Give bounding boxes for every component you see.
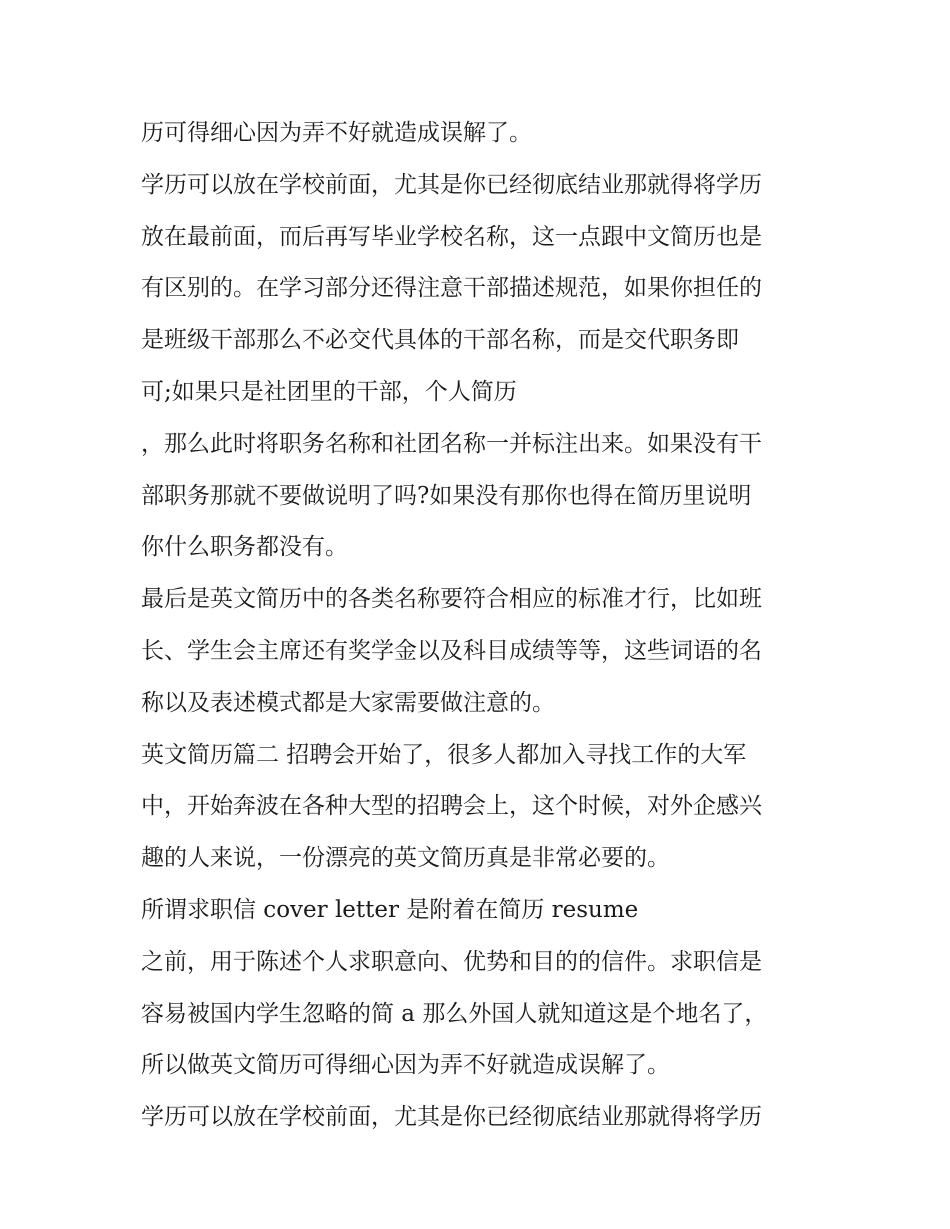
text-line: 放在最前面，而后再写毕业学校名称，这一点跟中文简历也是 <box>141 223 762 250</box>
text-line: 英文简历篇二 招聘会开始了，很多人都加入寻找工作的大军 <box>141 741 747 768</box>
text-line: 中，开始奔波在各种大型的招聘会上，这个时候，对外企感兴 <box>141 793 762 820</box>
document-body <box>141 108 821 1144</box>
text-line: 长、学生会主席还有奖学金以及科目成绩等等，这些词语的名 <box>141 637 762 664</box>
text-line: ，那么此时将职务名称和社团名称一并标注出来。如果没有干 <box>141 430 762 457</box>
text-line: 学历可以放在学校前面，尤其是你已经彻底结业那就得将学历 <box>141 1104 762 1131</box>
text-line: 学历可以放在学校前面，尤其是你已经彻底结业那就得将学历 <box>141 171 762 198</box>
text-line: 可;如果只是社团里的干部，个人简历 <box>141 378 517 405</box>
text-line: 部职务那就不要做说明了吗?如果没有那你也得在简历里说明 <box>141 482 752 509</box>
text-line: 容易被国内学生忽略的简 a 那么外国人就知道这是个地名了， <box>141 1000 768 1027</box>
text-line: 历可得细心因为弄不好就造成误解了。 <box>141 120 532 146</box>
text-line: 有区别的。在学习部分还得注意干部描述规范，如果你担任的 <box>141 275 762 302</box>
text-line: 称以及表述模式都是大家需要做注意的。 <box>141 689 555 716</box>
text-line: 趣的人来说，一份漂亮的英文简历真是非常必要的。 <box>141 845 670 872</box>
text-line: 所谓求职信 cover letter 是附着在简历 resume <box>141 896 639 923</box>
text-line: 是班级干部那么不必交代具体的干部名称，而是交代职务即 <box>141 327 739 354</box>
text-line: 最后是英文简历中的各类名称要符合相应的标准才行，比如班 <box>141 586 762 613</box>
text-line: 所以做英文简历可得细心因为弄不好就造成误解了。 <box>141 1052 670 1079</box>
text-line: 之前，用于陈述个人求职意向、优势和目的的信件。求职信是 <box>141 948 762 975</box>
text-line: 你什么职务都没有。 <box>141 534 348 561</box>
